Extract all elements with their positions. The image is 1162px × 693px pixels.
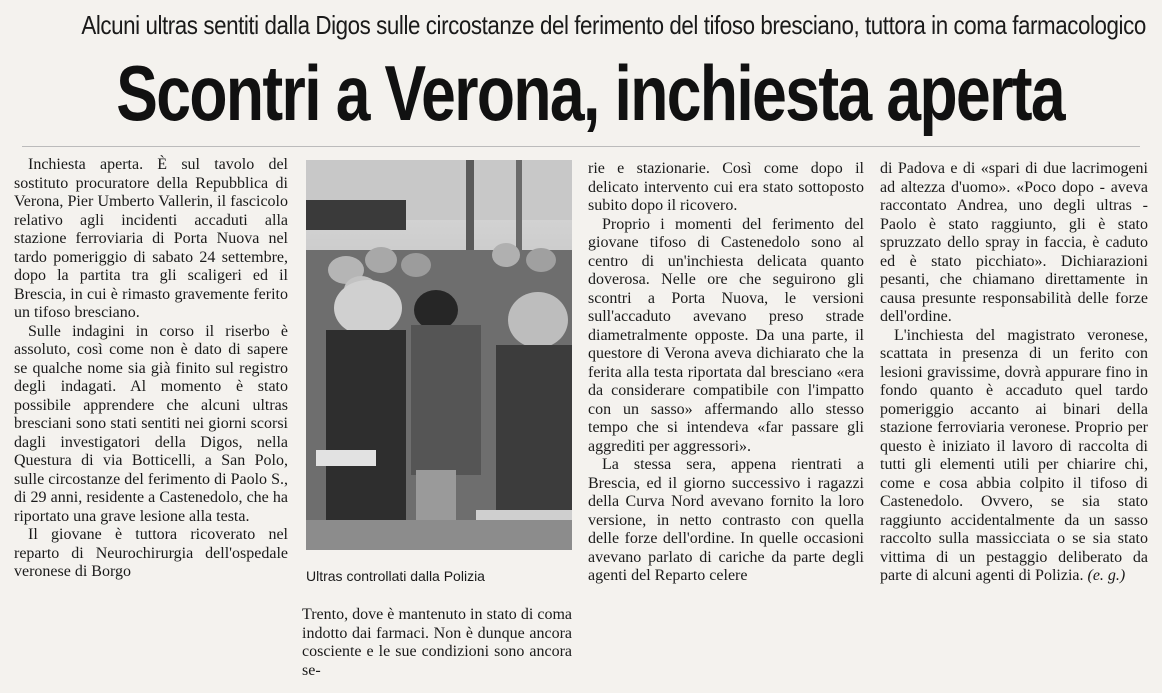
paragraph: rie e stazionarie. Così come dopo il delicato intervento cui era stato sottoposto subito dopo il ricovero. [588, 160, 864, 214]
photo-caption: Ultras controllati dalla Polizia [306, 568, 485, 584]
paragraph [880, 327, 1148, 586]
paragraph: Inchiesta aperta. È sul tavolo del sostituto procuratore della Repubblica di Verona, Pier Umberto Vallerin, il fascicolo relativo agli incidenti accaduti alla stazione ferroviaria di Porta Nuova nel tardo pomeriggio di sabato 24 settembre, dopo la partita tra gli scaligeri ed il Brescia, in cui è rimasto gravemente ferito un tifoso bresciano. [14, 156, 288, 321]
paragraph: Il giovane è tuttora ricoverato nel reparto di Neurochirurgia dell'ospedale veronese di Borgo [14, 526, 288, 580]
article-headline: Scontri a Verona, inchiesta aperta [116, 49, 1065, 137]
paragraph: Trento, dove è mantenuto in stato di coma indotto dai farmaci. Non è dunque ancora cosciente e le sue condizioni sono ancora se- [302, 606, 572, 679]
article-column-4 [880, 160, 1148, 586]
paragraph: Sulle indagini in corso il riserbo è assoluto, così come non è dato di sapere se qualche nome sia già finito sul registro degli indagati. Al momento è stato possibile apprendere che alcuni ultras bresciani sono stati sentiti nei giorni scorsi dagli investigatori della Digos, nella Questura di via Botticelli, a San Polo, sulle circostanze del ferimento di Paolo S., di 29 anni, residente a Castenedolo, che ha riportato una grave lesione alla testa. [14, 322, 288, 525]
article-column-1 [14, 156, 288, 582]
paragraph: Proprio i momenti del ferimento del giovane tifoso di Castenedolo sono al centro di un'inchiesta delicata quanto doverosa. Nelle ore che seguirono gli scontri a Porta Nuova, le versioni sull'accaduto avevano preso strade diametralmente opposte. Da una parte, il questore di Verona aveva dichiarato che la ferita alla testa riportata dal bresciano «era da considerare compatibile con l'impatto con un sasso» affermando allo stesso tempo che si intendeva «far passare gli aggrediti per aggressori». [588, 215, 864, 455]
article-column-3 [588, 160, 864, 586]
news-photo [306, 160, 572, 550]
paragraph: La stessa sera, appena rientrati a Brescia, ed il giorno successivo i ragazzi della Curva Nord avevano fornito la loro versione, in netto contrasto con quella delle forze dell'ordine. In quelle occasioni avevano parlato di cariche da parte degli agenti del Reparto celere [588, 456, 864, 584]
article-column-2 [302, 606, 572, 680]
paragraph: di Padova e di «spari di due lacrimogeni ad altezza d'uomo». «Poco dopo - aveva raccontato Andrea, uno degli ultras - Paolo è stato raggiunto, gli è stato spruzzato dello spray in faccia, è caduto ed è stato picchiato». Dichiarazioni pesanti, che chiamano direttamente in causa presunte responsabilità delle forze dell'ordine. [880, 160, 1148, 325]
police-crowd-photo [306, 160, 572, 550]
article-kicker: Alcuni ultras sentiti dalla Digos sulle circostanze del ferimento del tifoso bresciano, tuttora in coma farmacologico [81, 10, 1146, 40]
header-divider [22, 146, 1140, 147]
author-signature: (e. g.) [1087, 567, 1126, 584]
paragraph-text: L'inchiesta del magistrato veronese, scattata in presenza di un ferito con lesioni gravissime, dovrà appurare fino in fondo quanto è accaduto quel tardo pomeriggio accanto ai binari della stazione ferroviaria veronese. Proprio per questo è iniziato il lavoro di raccolta di tutti gli elementi utili per chiarire chi, come e cosa abbia colpito il tifoso di Castenedolo. Ovvero, se sia stato raggiunto accidentalmente da un sasso raccolto sulla massicciata o se sia stato vittima di un pestaggio deliberato da parte di alcuni agenti di Polizia. [880, 326, 1148, 584]
